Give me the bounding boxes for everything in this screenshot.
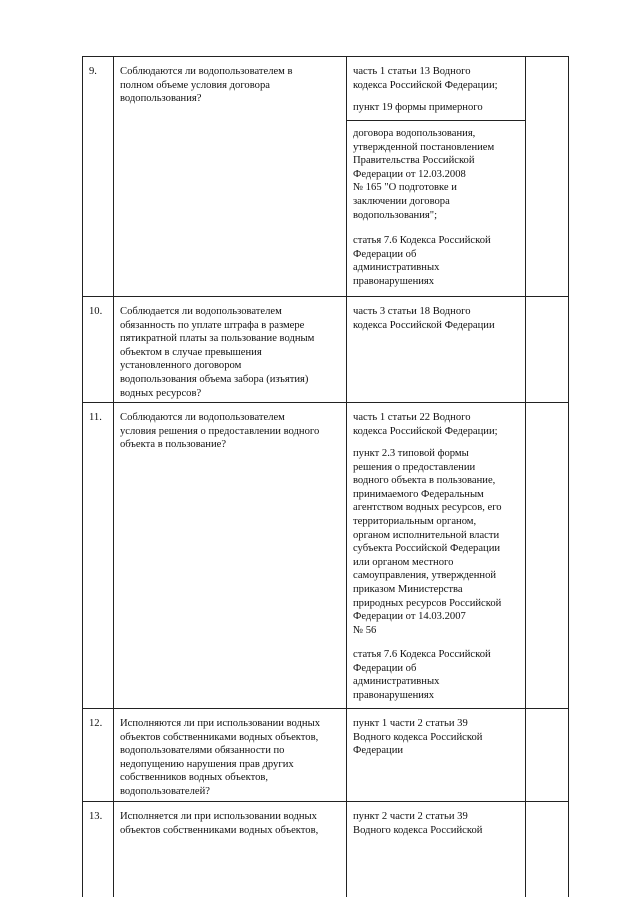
legal-reference-text: пункт 2.3 типовой формы решения о предоставлении водного объекта в пользование, принимаемого Федеральным агентством водных ресурсов, его территориальным органом, органом исполнительной власти субъекта Российской Федерации или органом местного самоуправления, утвержденной приказом Министерства природных ресурсов Российской Федерации от 14.03.2007 № 56 — [353, 448, 502, 636]
question-text: Соблюдается ли водопользователем обязанность по уплате штрафа в размере пятикратной платы за пользование водным объектом в случае превышения установленного договором водопользования объема забора (изъятия) водных ресурсов? — [120, 306, 315, 399]
row-number: 10. — [89, 306, 103, 317]
legal-reference-cell — [347, 57, 526, 296]
legal-reference-text: договора водопользования, утвержденной постановлением Правительства Российской Федерации от 12.03.2008 № 165 "О подготовке и заключении договора водопользования"; — [353, 128, 495, 221]
legal-reference-text: часть 1 статьи 22 Водного кодекса Российской Федерации; — [353, 412, 498, 437]
question-cell — [114, 403, 347, 708]
table-row-12 — [82, 708, 569, 802]
row-number: 11. — [89, 412, 102, 423]
question-text: Исполняются ли при использовании водных объектов собственниками водных объектов, водопользователями обязанности по недопущению нарушения прав других собственников водных объектов, водопользователей? — [120, 718, 321, 797]
notes-cell — [526, 297, 570, 402]
row-number-cell — [83, 403, 114, 708]
legal-reference-text: пункт 1 части 2 статьи 39 Водного кодекса Российской Федерации — [353, 718, 483, 757]
table-row-11 — [82, 402, 569, 709]
row-number-cell — [83, 297, 114, 402]
notes-cell — [526, 403, 570, 708]
row-number-cell — [83, 802, 114, 897]
row-number: 13. — [89, 811, 103, 822]
table-row-9 — [82, 56, 569, 297]
question-cell — [114, 297, 347, 402]
legal-reference-text: пункт 2 части 2 статьи 39 Водного кодекса Российской — [353, 811, 483, 836]
notes-cell — [526, 57, 570, 296]
legal-reference-cell — [347, 403, 526, 708]
question-cell — [114, 709, 347, 801]
row-number-cell — [83, 57, 114, 296]
table-row-13 — [82, 801, 569, 897]
question-text: Соблюдаются ли водопользователем в полном объеме условия договора водопользования? — [120, 66, 293, 105]
legal-reference-text: пункт 19 формы примерного — [353, 102, 483, 113]
legal-reference-text: статья 7.6 Кодекса Российской Федерации об административных правонарушениях — [353, 235, 491, 287]
legal-reference-text: статья 7.6 Кодекса Российской Федерации об административных правонарушениях — [353, 649, 491, 701]
question-cell — [114, 802, 347, 897]
legal-reference-text: часть 3 статьи 18 Водного кодекса Российской Федерации — [353, 306, 495, 331]
question-text: Соблюдаются ли водопользователем условия решения о предоставлении водного объекта в пользование? — [120, 412, 320, 451]
notes-cell — [526, 802, 570, 897]
legal-reference-text: часть 1 статьи 13 Водного кодекса Российской Федерации; — [353, 66, 498, 91]
cell-divider — [347, 120, 525, 121]
row-number: 9. — [89, 66, 97, 77]
legal-reference-cell — [347, 802, 526, 897]
legal-reference-cell — [347, 709, 526, 801]
row-number: 12. — [89, 718, 103, 729]
question-text: Исполняется ли при использовании водных объектов собственниками водных объектов, — [120, 811, 319, 836]
table-row-10 — [82, 296, 569, 403]
question-cell — [114, 57, 347, 296]
legal-reference-cell — [347, 297, 526, 402]
notes-cell — [526, 709, 570, 801]
row-number-cell — [83, 709, 114, 801]
